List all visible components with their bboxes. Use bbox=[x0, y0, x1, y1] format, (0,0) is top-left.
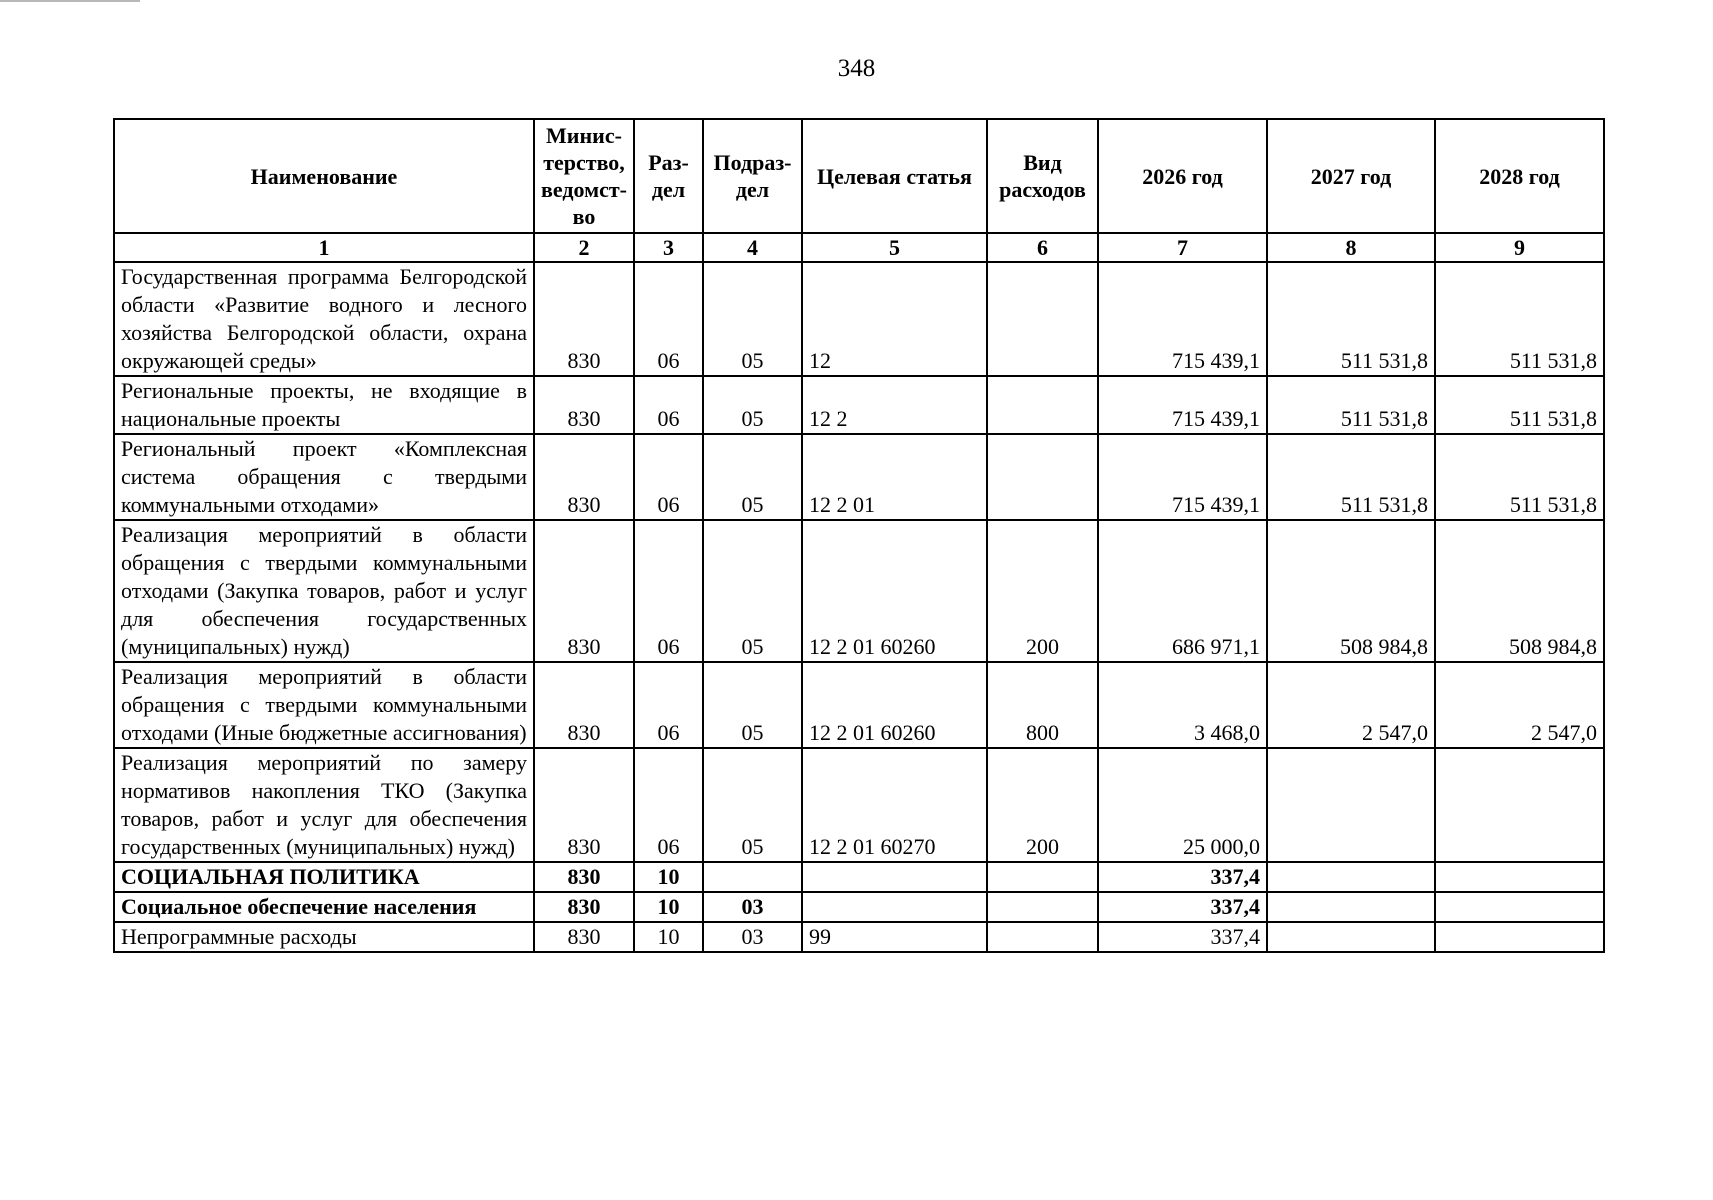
row-2026: 686 971,1 bbox=[1098, 520, 1267, 662]
page-number: 348 bbox=[837, 55, 876, 82]
row-2028 bbox=[1435, 892, 1604, 922]
row-2028 bbox=[1435, 748, 1604, 862]
row-2027: 511 531,8 bbox=[1267, 262, 1435, 376]
row-name: Региональный проект «Комплексная система обращения с твердыми коммунальными отходами» bbox=[114, 434, 534, 520]
row-2027: 511 531,8 bbox=[1267, 376, 1435, 434]
row-target: 12 2 bbox=[802, 376, 987, 434]
row-2028: 2 547,0 bbox=[1435, 662, 1604, 748]
row-target: 12 2 01 60260 bbox=[802, 662, 987, 748]
header-subsection: Подраз-дел bbox=[703, 119, 802, 233]
budget-table bbox=[113, 118, 1605, 953]
row-target: 12 2 01 60260 bbox=[802, 520, 987, 662]
row-target: 99 bbox=[802, 922, 987, 952]
row-target: 12 2 01 60270 bbox=[802, 748, 987, 862]
row-subsection: 05 bbox=[703, 376, 802, 434]
row-ministry: 830 bbox=[534, 662, 634, 748]
row-ministry: 830 bbox=[534, 376, 634, 434]
row-type bbox=[987, 376, 1098, 434]
row-target: 12 2 01 bbox=[802, 434, 987, 520]
column-number: 3 bbox=[634, 233, 703, 262]
column-number-row bbox=[114, 233, 1604, 262]
row-type bbox=[987, 434, 1098, 520]
row-ministry: 830 bbox=[534, 748, 634, 862]
header-target: Целевая статья bbox=[802, 119, 987, 233]
row-ministry: 830 bbox=[534, 862, 634, 892]
header-type: Вид расходов bbox=[987, 119, 1098, 233]
row-subsection: 05 bbox=[703, 662, 802, 748]
row-2028: 511 531,8 bbox=[1435, 376, 1604, 434]
header-2027: 2027 год bbox=[1267, 119, 1435, 233]
row-2027 bbox=[1267, 748, 1435, 862]
row-ministry: 830 bbox=[534, 892, 634, 922]
row-name: Реализация мероприятий по замеру нормативов накопления ТКО (Закупка товаров, работ и услуг для обеспечения государственных (муниципальных) нужд) bbox=[114, 748, 534, 862]
row-subsection: 03 bbox=[703, 922, 802, 952]
row-2026: 715 439,1 bbox=[1098, 262, 1267, 376]
table-row bbox=[114, 922, 1604, 952]
row-target bbox=[802, 862, 987, 892]
row-subsection: 05 bbox=[703, 520, 802, 662]
row-target bbox=[802, 892, 987, 922]
row-name: Региональные проекты, не входящие в национальные проекты bbox=[114, 376, 534, 434]
row-subsection bbox=[703, 862, 802, 892]
row-ministry: 830 bbox=[534, 520, 634, 662]
row-2028: 511 531,8 bbox=[1435, 262, 1604, 376]
row-name: Реализация мероприятий в области обращения с твердыми коммунальными отходами (Закупка товаров, работ и услуг для обеспечения государственных (муниципальных) нужд) bbox=[114, 520, 534, 662]
table-row bbox=[114, 662, 1604, 748]
row-2026: 715 439,1 bbox=[1098, 434, 1267, 520]
row-section: 06 bbox=[634, 262, 703, 376]
column-number: 4 bbox=[703, 233, 802, 262]
header-name: Наименование bbox=[114, 119, 534, 233]
row-section: 06 bbox=[634, 520, 703, 662]
row-2026: 337,4 bbox=[1098, 862, 1267, 892]
header-ministry: Минис-терство, ведомст-во bbox=[534, 119, 634, 233]
row-target: 12 bbox=[802, 262, 987, 376]
table-row bbox=[114, 376, 1604, 434]
row-subsection: 05 bbox=[703, 748, 802, 862]
row-type bbox=[987, 922, 1098, 952]
row-section: 06 bbox=[634, 662, 703, 748]
header-section: Раз-дел bbox=[634, 119, 703, 233]
row-2027 bbox=[1267, 892, 1435, 922]
row-2027 bbox=[1267, 862, 1435, 892]
table-row bbox=[114, 520, 1604, 662]
row-name: СОЦИАЛЬНАЯ ПОЛИТИКА bbox=[114, 862, 534, 892]
header-row bbox=[114, 119, 1604, 233]
row-name: Реализация мероприятий в области обращения с твердыми коммунальными отходами (Иные бюджетные ассигнования) bbox=[114, 662, 534, 748]
row-name: Непрограммные расходы bbox=[114, 922, 534, 952]
row-2028 bbox=[1435, 862, 1604, 892]
row-section: 06 bbox=[634, 376, 703, 434]
row-section: 10 bbox=[634, 892, 703, 922]
row-type: 200 bbox=[987, 520, 1098, 662]
row-2028: 508 984,8 bbox=[1435, 520, 1604, 662]
scan-edge-mark bbox=[0, 0, 140, 2]
column-number: 1 bbox=[114, 233, 534, 262]
row-type bbox=[987, 862, 1098, 892]
table-row-subsection-total bbox=[114, 892, 1604, 922]
table-row bbox=[114, 434, 1604, 520]
row-type: 800 bbox=[987, 662, 1098, 748]
row-subsection: 05 bbox=[703, 434, 802, 520]
row-2026: 715 439,1 bbox=[1098, 376, 1267, 434]
row-2026: 337,4 bbox=[1098, 892, 1267, 922]
row-2027: 2 547,0 bbox=[1267, 662, 1435, 748]
row-ministry: 830 bbox=[534, 262, 634, 376]
table-row bbox=[114, 262, 1604, 376]
column-number: 8 bbox=[1267, 233, 1435, 262]
header-2026: 2026 год bbox=[1098, 119, 1267, 233]
column-number: 5 bbox=[802, 233, 987, 262]
row-type: 200 bbox=[987, 748, 1098, 862]
row-2028 bbox=[1435, 922, 1604, 952]
table-row-section-total bbox=[114, 862, 1604, 892]
row-section: 10 bbox=[634, 862, 703, 892]
row-2026: 337,4 bbox=[1098, 922, 1267, 952]
table-row bbox=[114, 748, 1604, 862]
row-2026: 3 468,0 bbox=[1098, 662, 1267, 748]
row-2027: 508 984,8 bbox=[1267, 520, 1435, 662]
row-name: Государственная программа Белгородской области «Развитие водного и лесного хозяйства Белгородской области, охрана окружающей среды» bbox=[114, 262, 534, 376]
row-type bbox=[987, 892, 1098, 922]
row-section: 06 bbox=[634, 434, 703, 520]
row-2028: 511 531,8 bbox=[1435, 434, 1604, 520]
row-section: 06 bbox=[634, 748, 703, 862]
column-number: 6 bbox=[987, 233, 1098, 262]
row-ministry: 830 bbox=[534, 434, 634, 520]
row-2027: 511 531,8 bbox=[1267, 434, 1435, 520]
column-number: 7 bbox=[1098, 233, 1267, 262]
column-number: 2 bbox=[534, 233, 634, 262]
row-type bbox=[987, 262, 1098, 376]
row-name: Социальное обеспечение населения bbox=[114, 892, 534, 922]
row-2026: 25 000,0 bbox=[1098, 748, 1267, 862]
row-ministry: 830 bbox=[534, 922, 634, 952]
column-number: 9 bbox=[1435, 233, 1604, 262]
header-2028: 2028 год bbox=[1435, 119, 1604, 233]
row-2027 bbox=[1267, 922, 1435, 952]
row-subsection: 03 bbox=[703, 892, 802, 922]
row-section: 10 bbox=[634, 922, 703, 952]
row-subsection: 05 bbox=[703, 262, 802, 376]
